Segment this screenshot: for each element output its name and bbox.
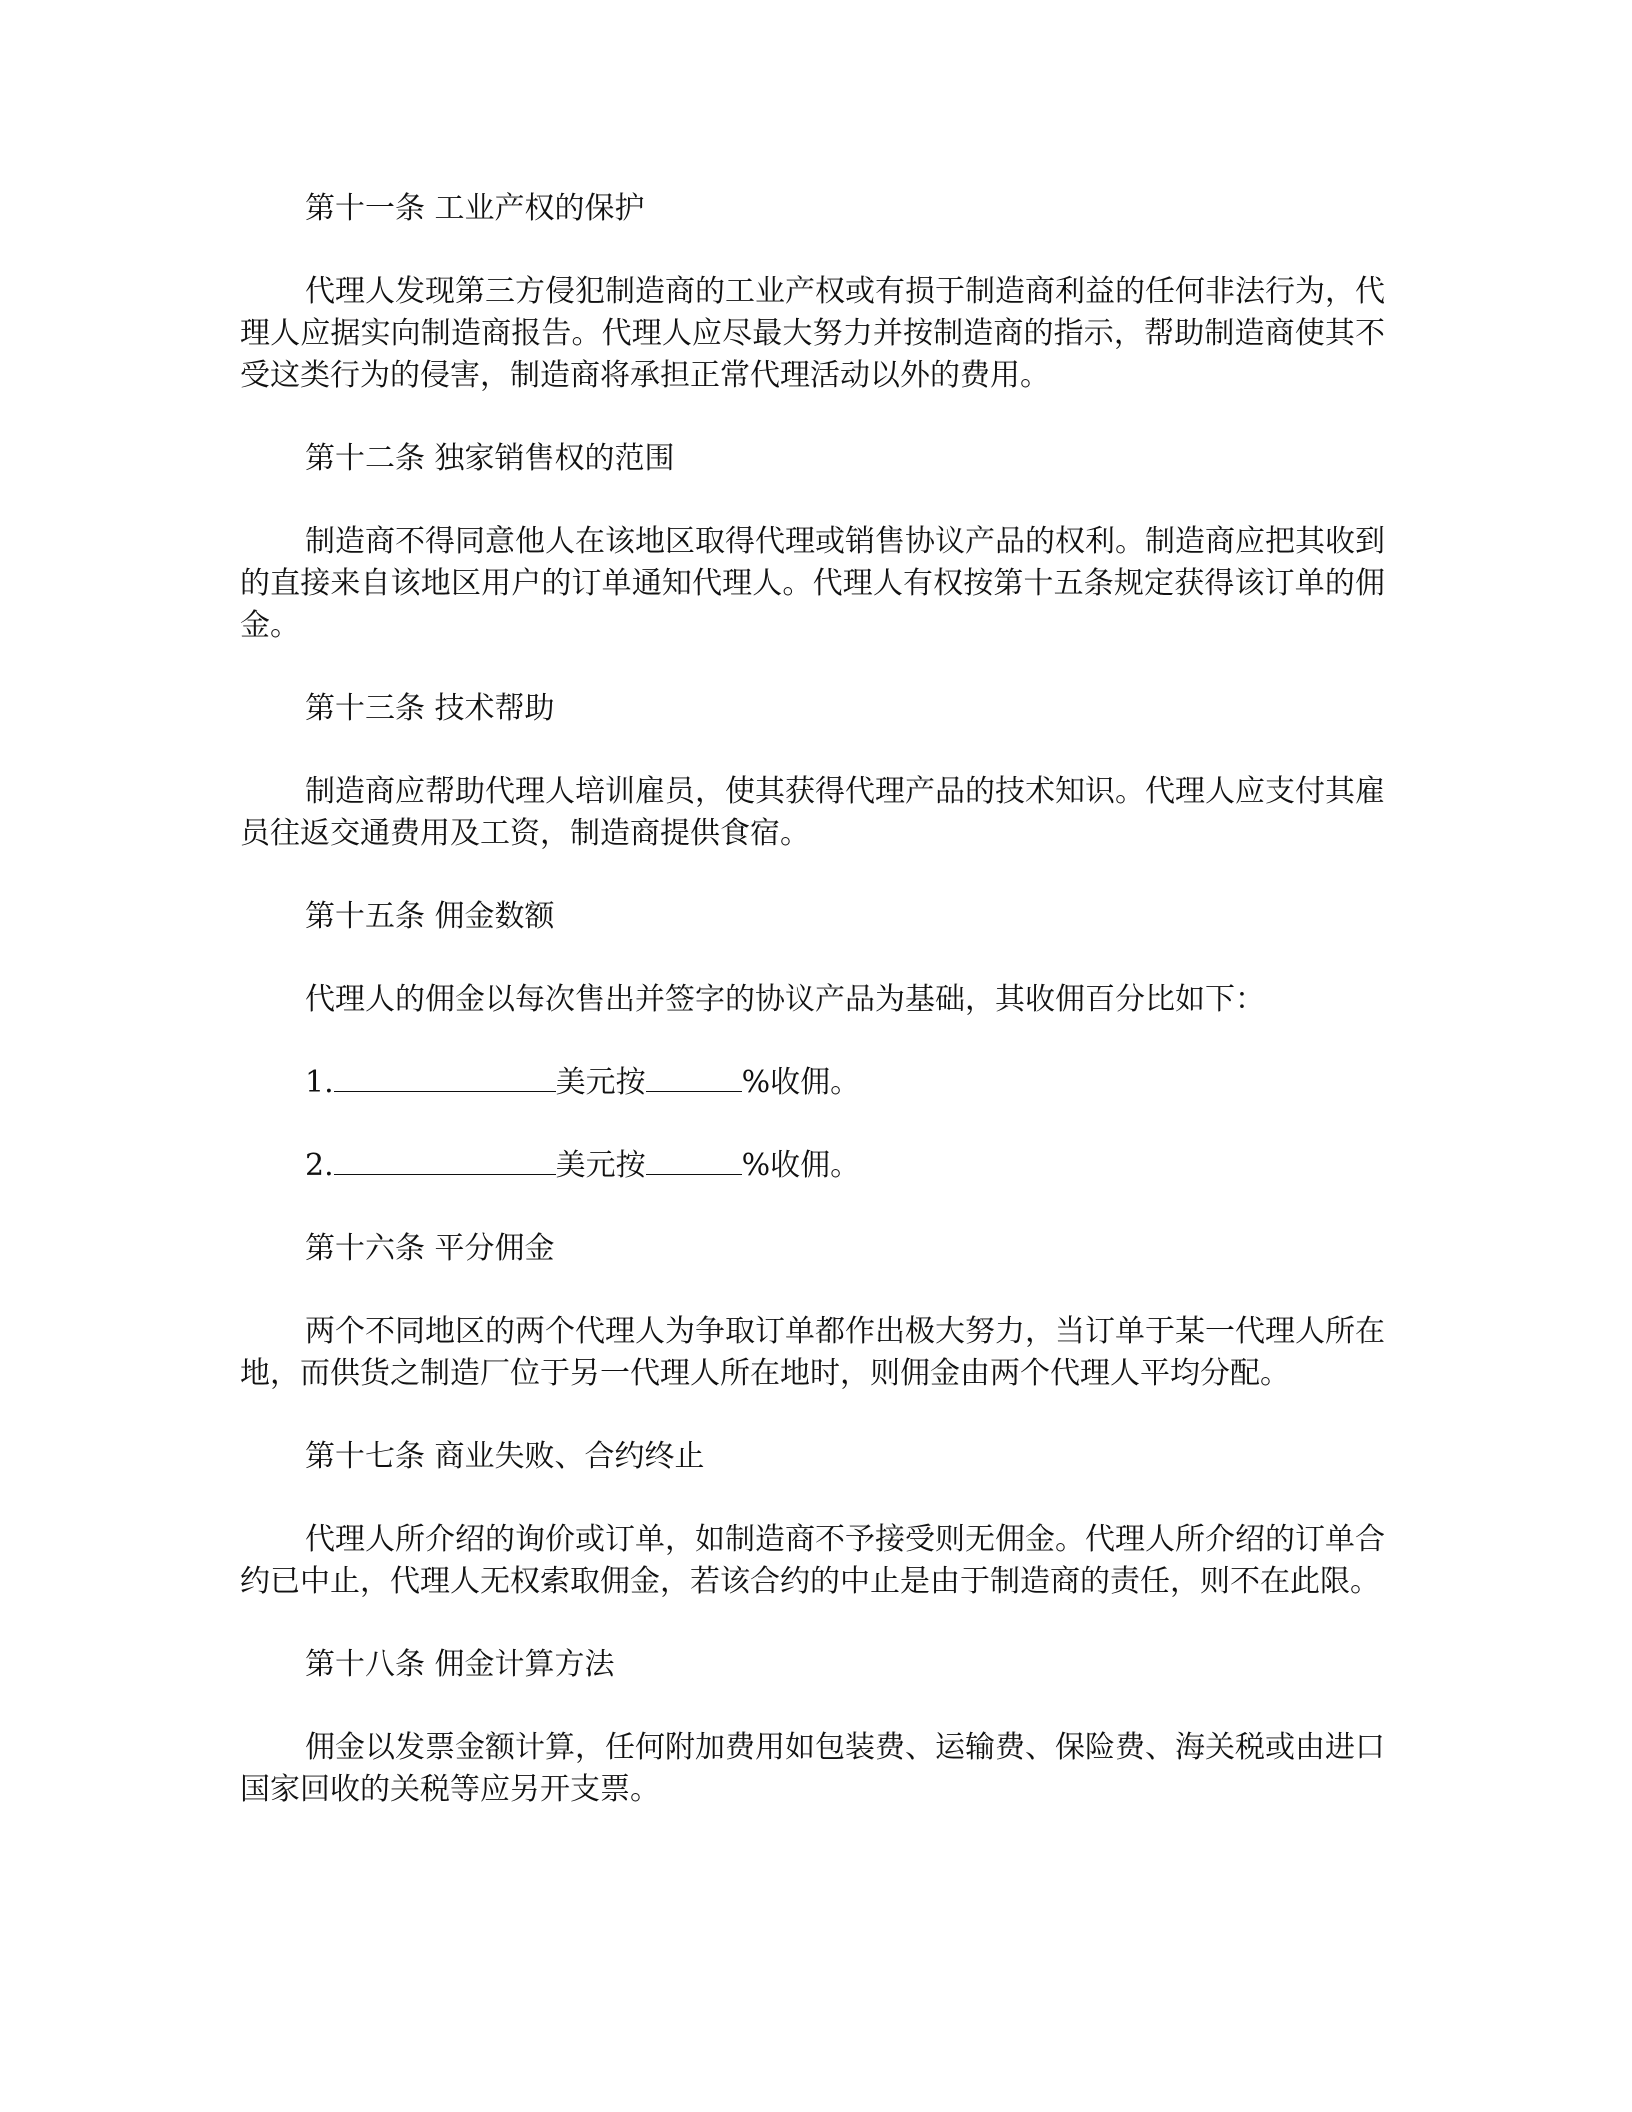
article-12-paragraph: 制造商不得同意他人在该地区取得代理或销售协议产品的权利。制造商应把其收到的直接来自该地区用户的订单通知代理人。代理人有权按第十五条规定获得该订单的佣金。 <box>240 524 1385 643</box>
percent-blank <box>646 1146 742 1175</box>
article-11-heading: 第十一条 工业产权的保护 <box>305 191 645 226</box>
article-11-paragraph: 代理人发现第三方侵犯制造商的工业产权或有损于制造商利益的任何非法行为，代理人应据实向制造商报告。代理人应尽最大努力并按制造商的指示，帮助制造商使其不受这类行为的侵害，制造商将承担正常代理活动以外的费用。 <box>240 274 1385 393</box>
article-15-heading: 第十五条 佣金数额 <box>305 899 555 934</box>
commission-item-suffix: %收佣。 <box>741 1065 861 1100</box>
article-16-paragraph: 两个不同地区的两个代理人为争取订单都作出极大努力，当订单于某一代理人所在地，而供货之制造厂位于另一代理人所在地时，则佣金由两个代理人平均分配。 <box>240 1314 1385 1391</box>
commission-item-text: 美元按 <box>555 1148 646 1183</box>
percent-blank <box>646 1063 742 1092</box>
article-18-paragraph: 佣金以发票金额计算，任何附加费用如包装费、运输费、保险费、海关税或由进口国家回收的关税等应另开支票。 <box>240 1730 1385 1807</box>
commission-item-number: 2. <box>305 1148 334 1183</box>
article-12-heading: 第十二条 独家销售权的范围 <box>305 441 675 476</box>
commission-item-suffix: %收佣。 <box>741 1148 861 1183</box>
article-15-paragraph: 代理人的佣金以每次售出并签字的协议产品为基础，其收佣百分比如下： <box>305 982 1265 1017</box>
article-17-paragraph: 代理人所介绍的询价或订单，如制造商不予接受则无佣金。代理人所介绍的订单合约已中止，代理人无权索取佣金，若该合约的中止是由于制造商的责任，则不在此限。 <box>240 1522 1385 1599</box>
article-13-paragraph: 制造商应帮助代理人培训雇员，使其获得代理产品的技术知识。代理人应支付其雇员往返交通费用及工资，制造商提供食宿。 <box>240 774 1385 851</box>
article-16-heading: 第十六条 平分佣金 <box>305 1231 555 1266</box>
amount-blank <box>334 1063 556 1092</box>
document-page <box>240 188 1385 1852</box>
article-13-heading: 第十三条 技术帮助 <box>305 691 555 726</box>
commission-item-2 <box>240 1145 1385 1187</box>
commission-item-number: 1. <box>305 1065 334 1100</box>
amount-blank <box>334 1146 556 1175</box>
commission-item-text: 美元按 <box>555 1065 646 1100</box>
commission-item-1 <box>240 1062 1385 1104</box>
article-17-heading: 第十七条 商业失败、合约终止 <box>305 1439 705 1474</box>
article-18-heading: 第十八条 佣金计算方法 <box>305 1647 615 1682</box>
